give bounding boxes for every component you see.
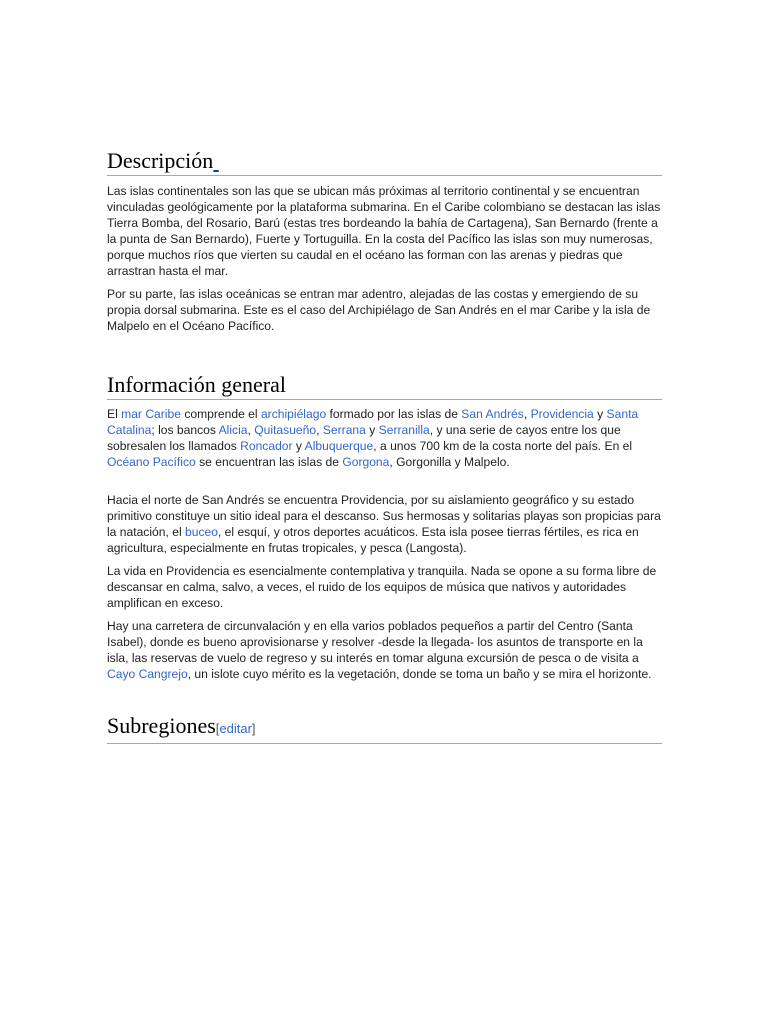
text: , a unos 700 km de la costa norte del país. En el bbox=[373, 439, 633, 453]
text: , un islote cuyo mérito es la vegetación, donde se toma un baño y se mira el horizonte. bbox=[187, 667, 652, 681]
link-san-andres[interactable]: San Andrés bbox=[461, 407, 524, 421]
text: ; los bancos bbox=[151, 423, 219, 437]
heading-text: Subregiones bbox=[107, 713, 216, 738]
section-heading-informacion-general: Información general bbox=[107, 372, 662, 400]
paragraph-informacion-3: La vida en Providencia es esencialmente contemplativa y tranquila. Nada se opone a su forma libre de descansar en calma, salvo, a veces, el ruido de los equipos de música que nativos y autoridades amplifican en exceso. bbox=[107, 564, 657, 610]
link-cayo-cangrejo[interactable]: Cayo Cangrejo bbox=[107, 667, 188, 681]
text: El bbox=[107, 407, 122, 421]
edit-bracket-open: [ bbox=[215, 721, 220, 736]
text: formado por las islas de bbox=[326, 407, 462, 421]
link-quitasueno[interactable]: Quitasueño bbox=[254, 423, 317, 437]
paragraph-informacion-2 bbox=[107, 492, 662, 556]
link-alicia[interactable]: Alicia bbox=[218, 423, 248, 437]
heading-anchor-link[interactable] bbox=[213, 148, 219, 173]
text: Hacia el norte de San Andrés se encuentra Providencia, por su aislamiento geográfico y su estado primitivo constituye un sitio ideal para el descanso. Sus hermosas y solitarias playas son propicias para la natación, el bbox=[107, 493, 661, 539]
link-albuquerque[interactable]: Albuquerque bbox=[304, 439, 374, 453]
heading-text: Descripción bbox=[107, 148, 214, 173]
link-archipielago[interactable]: archipiélago bbox=[260, 407, 327, 421]
paragraph-informacion-4 bbox=[107, 618, 662, 682]
text: comprende el bbox=[180, 407, 261, 421]
link-providencia[interactable]: Providencia bbox=[530, 407, 594, 421]
link-serrana[interactable]: Serrana bbox=[322, 423, 366, 437]
link-oceano-pacifico[interactable]: Océano Pacífico bbox=[107, 455, 196, 469]
edit-bracket-close: ] bbox=[251, 721, 256, 736]
text: Hay una carretera de circunvalación y en ella varios poblados pequeños a partir del Centro (Santa Isabel), donde es bueno aprovisionarse y resolver -desde la llegada- los asuntos de transporte en la isla, las reservas de vuelo de regreso y su interés en tomar alguna excursión de pesca o de visita a bbox=[107, 619, 643, 665]
text: , bbox=[316, 423, 323, 437]
text: y bbox=[365, 423, 379, 437]
text: y bbox=[292, 439, 305, 453]
text: , bbox=[247, 423, 255, 437]
text: , Gorgonilla y Malpelo. bbox=[389, 455, 510, 469]
text: , y una serie de cayos entre los que sobresalen los llamados bbox=[107, 423, 621, 453]
link-santa-catalina[interactable]: Santa Catalina bbox=[107, 407, 639, 437]
text: , el esquí, y otros deportes acuáticos. Esta isla posee tierras fértiles, es rica en agricultura, especialmente en frutas tropicales, y pesca (Langosta). bbox=[107, 525, 639, 555]
link-roncador[interactable]: Roncador bbox=[240, 439, 293, 453]
text: y bbox=[593, 407, 607, 421]
text: , bbox=[523, 407, 531, 421]
paragraph-descripcion-2: Por su parte, las islas oceánicas se entran mar adentro, alejadas de las costas y emergiendo de su propia dorsal submarina. Este es el caso del Archipiélago de San Andrés en el mar Caribe y la isla de Malpelo en el Océano Pacífico. bbox=[107, 287, 651, 333]
link-buceo[interactable]: buceo bbox=[185, 525, 218, 539]
paragraph-informacion-1 bbox=[107, 406, 662, 470]
link-mar-caribe[interactable]: mar Caribe bbox=[121, 407, 181, 421]
link-serranilla[interactable]: Serranilla bbox=[378, 423, 430, 437]
link-gorgona[interactable]: Gorgona bbox=[342, 455, 390, 469]
section-heading-subregiones bbox=[107, 713, 662, 744]
edit-section-link[interactable]: editar bbox=[219, 721, 252, 736]
paragraph-descripcion-1: Las islas continentales son las que se ubican más próximas al territorio continental y se encuentran vinculadas geológicamente por la plataforma submarina. En el Caribe colombiano se destacan las islas Tierra Bomba, del Rosario, Barú (estas tres bordeando la bahía de Cartagena), San Bernardo (frente a la punta de San Bernardo), Fuerte y Tortuguilla. En la costa del Pacífico las islas son muy numerosas, porque muchos ríos que vierten su caudal en el océano las forman con las arenas y piedras que arrastran hasta el mar. bbox=[107, 184, 661, 278]
section-heading-descripcion bbox=[107, 148, 662, 176]
text: se encuentran las islas de bbox=[195, 455, 343, 469]
